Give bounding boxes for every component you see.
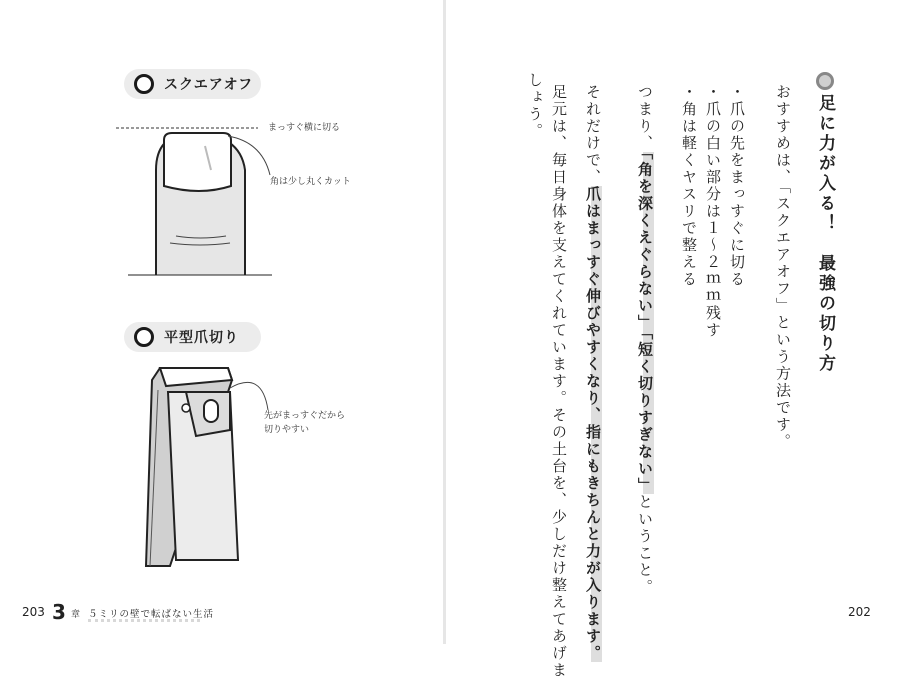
fingernail-illustration [0,0,444,300]
circle-bullet-icon [816,72,834,90]
quote-highlight: 「角を深くえぐらない」 [636,152,654,332]
summary-line: つまり、「角を深くえぐらない」「短く切りすぎない」ということ。 [636,84,654,596]
nail-clipper-illustration [0,340,444,600]
closing-line-end: しょう。 [526,72,544,140]
intro-line: おすすめは、「スクエアオフ」という方法です。 [774,84,792,451]
note-corner-round: 角は少し丸くカット [270,177,351,187]
left-page [0,0,444,644]
closing-line: 足元は、毎日身体を支えてくれています。その土台を、少しだけ整えてあげま [550,84,568,679]
chapter-number: 3 [52,600,66,624]
section-heading: 足に力が入る！ 最強の切り方 [812,72,838,592]
right-page [446,0,900,679]
section-flat-clipper-label: 平型爪切り [164,330,239,346]
chapter-title-underline [88,619,200,622]
page-number-right: 202 [848,605,871,619]
note-straight-cut: まっすぐ横に切る [268,123,341,133]
note-flat-clipper-line2: 切りやすい [264,425,310,435]
bullet-item: ・爪の白い部分は１～２ｍｍ残す [704,84,722,339]
quote-highlight: 「短く切りすぎない」 [636,331,654,494]
emphasis-highlight: 爪はまっすぐ伸びやすくなり、指にもきちんと力が入ります。 [584,186,602,662]
chapter-label: 章 [71,610,81,620]
chapter-title: ５ミリの壁で転ばない生活 [88,609,215,620]
page-number-left: 203 [22,605,45,619]
note-flat-clipper-line1: 先がまっすぐだから [264,411,346,421]
section-square-off-label: スクエアオフ [164,77,254,93]
bullet-item: ・角は軽くヤスリで整える [680,84,698,288]
result-line: それだけで、爪はまっすぐ伸びやすくなり、指にもきちんと力が入ります。 [584,84,602,662]
bullet-item: ・爪の先をまっすぐに切る [728,84,746,288]
